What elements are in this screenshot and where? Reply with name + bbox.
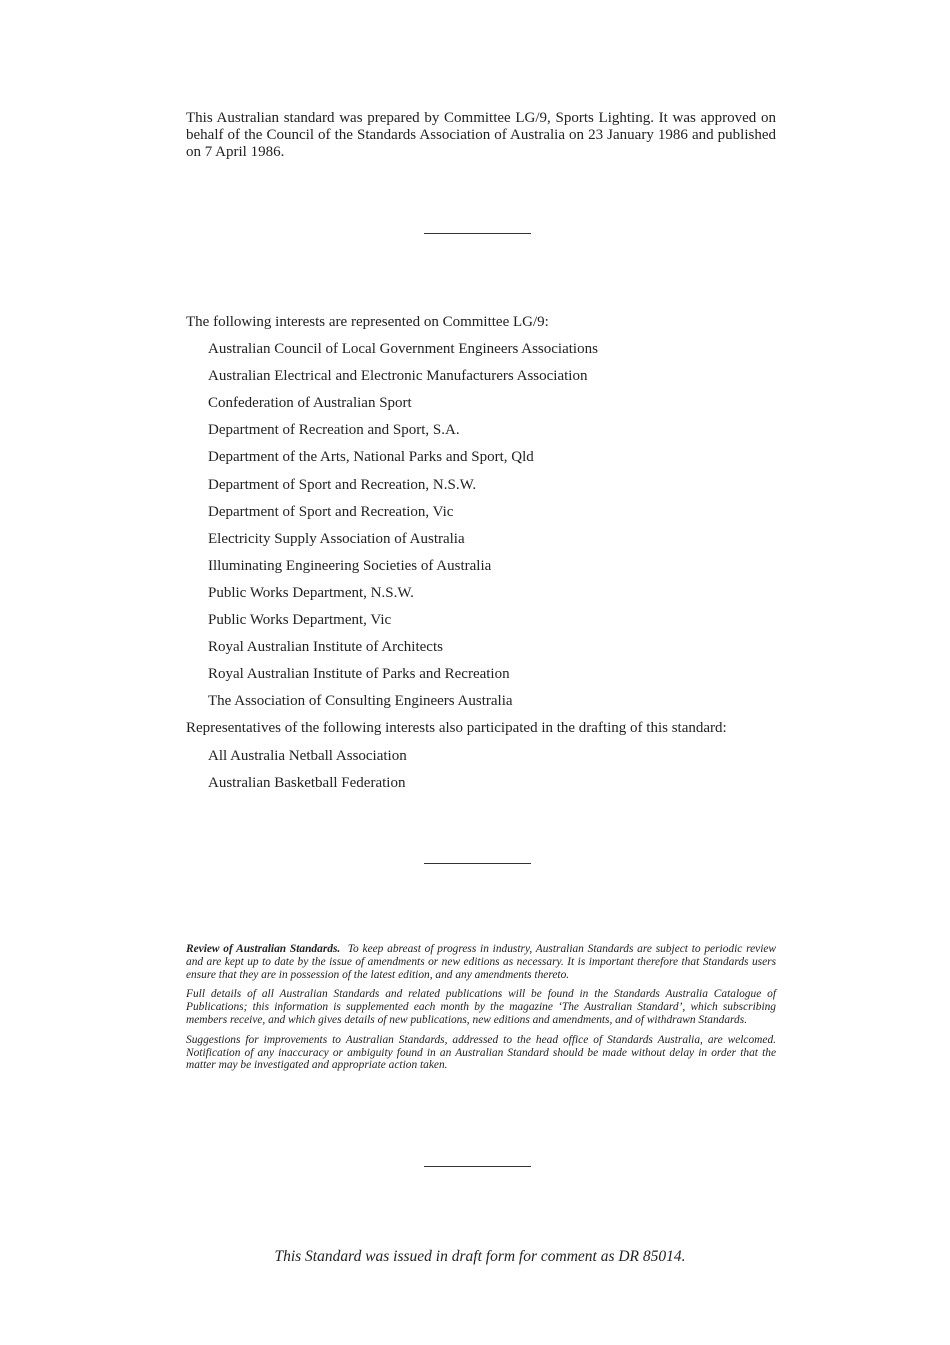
committee-heading: The following interests are represented on Committee LG/9: xyxy=(186,314,549,330)
divider-rule xyxy=(424,1166,531,1167)
committee-member: Illuminating Engineering Societies of Australia xyxy=(208,557,492,574)
review-section xyxy=(186,943,776,1079)
committee-member: Electricity Supply Association of Australia xyxy=(208,530,465,547)
committee-member: Royal Australian Institute of Parks and Recreation xyxy=(208,666,510,683)
review-text: To keep abreast of progress in industry, Australian Standards are subject to periodic review and are kept up to date by the issue of amendments or new editions as necessary. It is important therefore that Standards users ensure that they are in possession of the latest edition, and any amendments thereto. xyxy=(186,943,777,981)
committee-member: Department of Sport and Recreation, N.S.W. xyxy=(208,476,477,493)
committee-member: Confederation of Australian Sport xyxy=(208,395,412,412)
draft-note: This Standard was issued in draft form for comment as DR 85014. xyxy=(274,1248,686,1265)
committee-member: Public Works Department, N.S.W. xyxy=(208,584,414,601)
divider-rule xyxy=(424,233,531,234)
divider-rule xyxy=(424,863,531,864)
review-paragraph-3: Suggestions for improvements to Australian Standards, addressed to the head office of Standards Australia, are welcomed. Notification of any inaccuracy or ambiguity found in an Australian Standard should be made without delay in order that the matter may be investigated and appropriate action taken. xyxy=(186,1033,776,1072)
review-title: Review of Australian Standards. xyxy=(186,943,341,955)
committee-member: Public Works Department, Vic xyxy=(208,612,392,629)
participant-item: Australian Basketball Federation xyxy=(208,774,406,791)
committee-member: Australian Electrical and Electronic Manufacturers Association xyxy=(208,368,588,385)
committee-member: Department of the Arts, National Parks and Sport, Qld xyxy=(208,449,534,466)
committee-member: Department of Sport and Recreation, Vic xyxy=(208,503,454,520)
review-paragraph-2: Full details of all Australian Standards and related publications will be found in the Standards Australia Catalogue of Publications; this information is supplemented each month by the magazine ‘The Australian Standard’, which subscribing members receive, and which gives details of new publications, new editions and amendments, and of withdrawn Standards. xyxy=(186,988,776,1026)
committee-member: Department of Recreation and Sport, S.A. xyxy=(208,422,460,439)
committee-member: Australian Council of Local Government Engineers Associations xyxy=(208,341,598,358)
participants-heading: Representatives of the following interests also participated in the drafting of this standard: xyxy=(186,720,727,737)
participant-item: All Australia Netball Association xyxy=(208,747,407,764)
committee-section xyxy=(186,312,776,800)
committee-member: The Association of Consulting Engineers Australia xyxy=(208,693,513,710)
committee-member: Royal Australian Institute of Architects xyxy=(208,639,443,656)
intro-paragraph: This Australian standard was prepared by Committee LG/9, Sports Lighting. It was approved on behalf of the Council of the Standards Association of Australia on 23 January 1986 and published on 7 April 1986. xyxy=(186,110,776,160)
review-paragraph-1 xyxy=(186,943,776,981)
